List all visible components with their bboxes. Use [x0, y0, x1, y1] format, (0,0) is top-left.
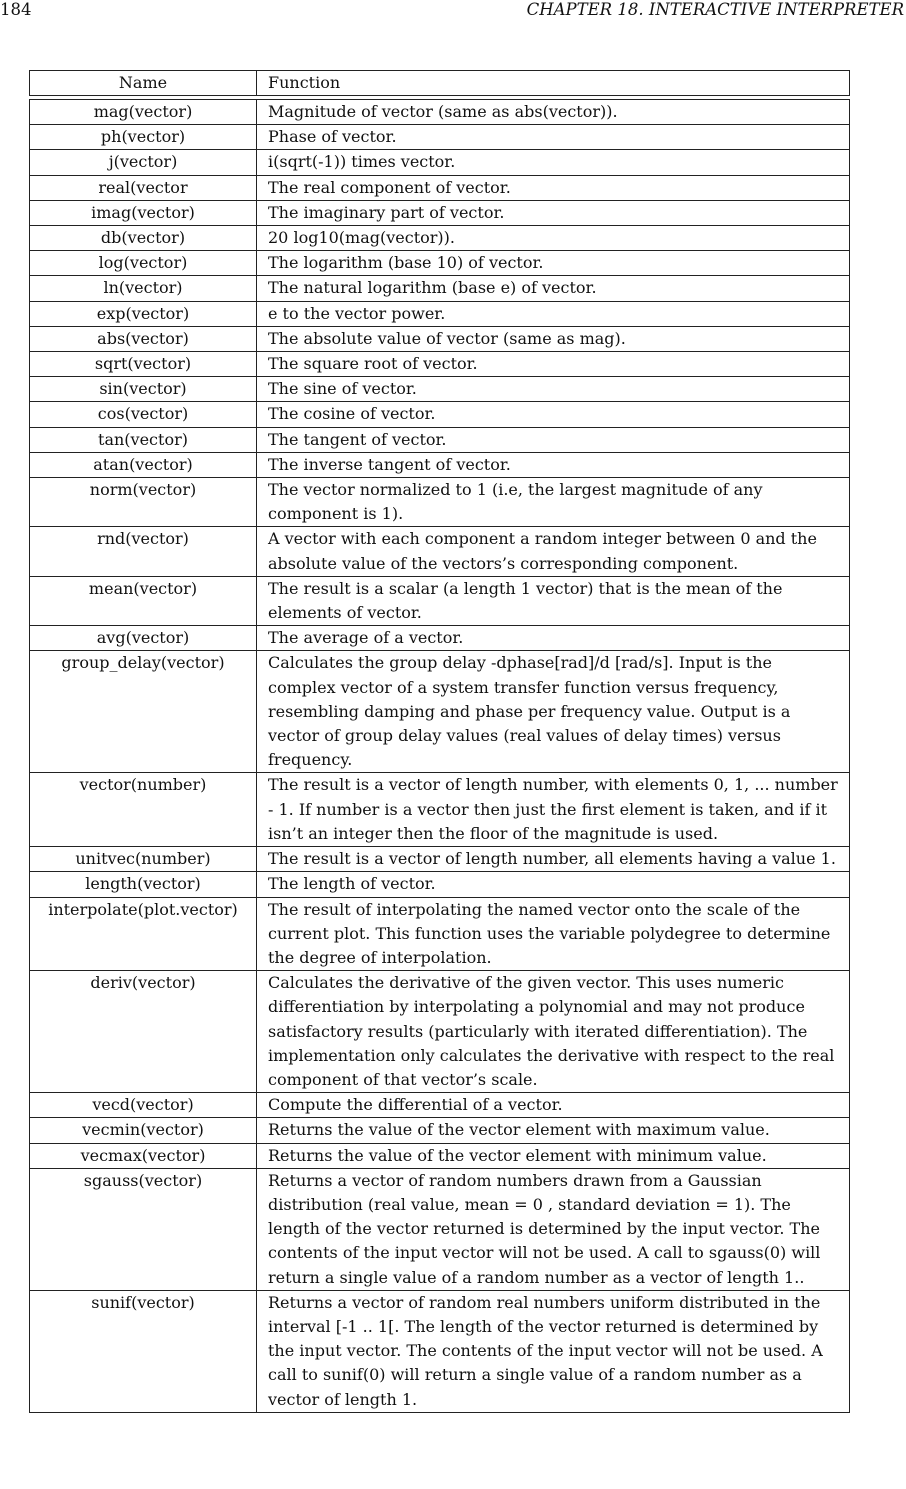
function-description-cell: The average of a vector. [257, 626, 850, 651]
function-name-cell: vecmax(vector) [30, 1143, 257, 1168]
function-name-cell: cos(vector) [30, 402, 257, 427]
function-name-cell: abs(vector) [30, 326, 257, 351]
table-row [30, 872, 850, 897]
function-description-cell: The tangent of vector. [257, 427, 850, 452]
function-name-cell: atan(vector) [30, 452, 257, 477]
function-name-cell: deriv(vector) [30, 971, 257, 1093]
function-name-cell: j(vector) [30, 150, 257, 175]
function-name-cell: mag(vector) [30, 100, 257, 125]
function-table [29, 70, 850, 1413]
function-name-cell: exp(vector) [30, 301, 257, 326]
function-description-cell: The logarithm (base 10) of vector. [257, 251, 850, 276]
function-name-cell: sunif(vector) [30, 1290, 257, 1412]
function-description-cell: The cosine of vector. [257, 402, 850, 427]
table-row [30, 452, 850, 477]
function-description-cell: Magnitude of vector (same as abs(vector)). [257, 100, 850, 125]
table-row [30, 1168, 850, 1290]
function-description-cell: The result is a scalar (a length 1 vector) that is the mean of the elements of vector. [257, 576, 850, 625]
chapter-title: CHAPTER 18. INTERACTIVE INTERPRETER [526, 0, 904, 19]
table-row [30, 226, 850, 251]
function-table-container [29, 70, 849, 1413]
function-description-cell: The absolute value of vector (same as mag). [257, 326, 850, 351]
function-name-cell: length(vector) [30, 872, 257, 897]
table-body [30, 100, 850, 1413]
function-name-cell: ln(vector) [30, 276, 257, 301]
function-name-cell: sin(vector) [30, 377, 257, 402]
function-name-cell: group_delay(vector) [30, 651, 257, 773]
column-header-name: Name [30, 71, 257, 96]
table-row [30, 326, 850, 351]
table-row [30, 301, 850, 326]
function-name-cell: log(vector) [30, 251, 257, 276]
table-row [30, 626, 850, 651]
page-header [0, 0, 906, 22]
function-description-cell: Returns the value of the vector element with maximum value. [257, 1118, 850, 1143]
table-row [30, 527, 850, 576]
function-description-cell: Returns a vector of random numbers drawn from a Gaussian distribution (real value, mean = 0 , standard deviation = 1). The length of the vector returned is determined by the input vector. The contents of the input vector will not be used. A call to sgauss(0) will return a single value of a random number as a vector of length 1.. [257, 1168, 850, 1290]
table-row [30, 200, 850, 225]
table-row [30, 1118, 850, 1143]
table-row [30, 478, 850, 527]
function-description-cell: The square root of vector. [257, 352, 850, 377]
table-row [30, 1143, 850, 1168]
function-name-cell: sgauss(vector) [30, 1168, 257, 1290]
function-description-cell: The result is a vector of length number, all elements having a value 1. [257, 847, 850, 872]
table-row [30, 402, 850, 427]
function-description-cell: Returns the value of the vector element with minimum value. [257, 1143, 850, 1168]
function-description-cell: Compute the differential of a vector. [257, 1093, 850, 1118]
function-description-cell: The real component of vector. [257, 175, 850, 200]
table-row [30, 100, 850, 125]
function-description-cell: The sine of vector. [257, 377, 850, 402]
function-description-cell: A vector with each component a random integer between 0 and the absolute value of the vectors’s corresponding component. [257, 527, 850, 576]
table-row [30, 276, 850, 301]
table-header-row [30, 71, 850, 96]
function-description-cell: The result is a vector of length number, with elements 0, 1, ... number - 1. If number is a vector then just the first element is taken, and if it isn’t an integer then the floor of the magnitude is used. [257, 773, 850, 847]
function-description-cell: Phase of vector. [257, 125, 850, 150]
table-row [30, 352, 850, 377]
function-description-cell: The length of vector. [257, 872, 850, 897]
function-description-cell: The result of interpolating the named vector onto the scale of the current plot. This function uses the variable polydegree to determine the degree of interpolation. [257, 897, 850, 971]
function-name-cell: unitvec(number) [30, 847, 257, 872]
function-name-cell: avg(vector) [30, 626, 257, 651]
table-row [30, 971, 850, 1093]
function-name-cell: vecd(vector) [30, 1093, 257, 1118]
function-description-cell: Returns a vector of random real numbers uniform distributed in the interval [-1 .. 1[. The length of the vector returned is determined by the input vector. The contents of the input vector will not be used. A call to sunif(0) will return a single value of a random number as a vector of length 1. [257, 1290, 850, 1412]
function-name-cell: sqrt(vector) [30, 352, 257, 377]
table-row [30, 175, 850, 200]
function-name-cell: rnd(vector) [30, 527, 257, 576]
function-name-cell: vecmin(vector) [30, 1118, 257, 1143]
table-row [30, 150, 850, 175]
function-description-cell: The imaginary part of vector. [257, 200, 850, 225]
function-description-cell: 20 log10(mag(vector)). [257, 226, 850, 251]
function-name-cell: tan(vector) [30, 427, 257, 452]
table-row [30, 576, 850, 625]
table-row [30, 897, 850, 971]
function-name-cell: imag(vector) [30, 200, 257, 225]
table-row [30, 125, 850, 150]
page-number: 184 [0, 0, 32, 19]
function-name-cell: vector(number) [30, 773, 257, 847]
function-name-cell: norm(vector) [30, 478, 257, 527]
function-description-cell: The inverse tangent of vector. [257, 452, 850, 477]
table-row [30, 773, 850, 847]
function-name-cell: ph(vector) [30, 125, 257, 150]
function-name-cell: real(vector [30, 175, 257, 200]
table-row [30, 251, 850, 276]
function-description-cell: i(sqrt(-1)) times vector. [257, 150, 850, 175]
function-description-cell: Calculates the group delay -dphase[rad]/d [rad/s]. Input is the complex vector of a system transfer function versus frequency, resembling damping and phase per frequency value. Output is a vector of group delay values (real values of delay times) versus frequency. [257, 651, 850, 773]
function-description-cell: Calculates the derivative of the given vector. This uses numeric differentiation by interpolating a polynomial and may not produce satisfactory results (particularly with iterated differentiation). The implementation only calculates the derivative with respect to the real component of that vector’s scale. [257, 971, 850, 1093]
function-name-cell: mean(vector) [30, 576, 257, 625]
column-header-function: Function [257, 71, 850, 96]
function-description-cell: The natural logarithm (base e) of vector. [257, 276, 850, 301]
function-description-cell: e to the vector power. [257, 301, 850, 326]
function-name-cell: db(vector) [30, 226, 257, 251]
table-row [30, 1290, 850, 1412]
table-row [30, 427, 850, 452]
table-row [30, 651, 850, 773]
table-row [30, 1093, 850, 1118]
table-row [30, 377, 850, 402]
function-name-cell: interpolate(plot.vector) [30, 897, 257, 971]
function-description-cell: The vector normalized to 1 (i.e, the largest magnitude of any component is 1). [257, 478, 850, 527]
table-row [30, 847, 850, 872]
